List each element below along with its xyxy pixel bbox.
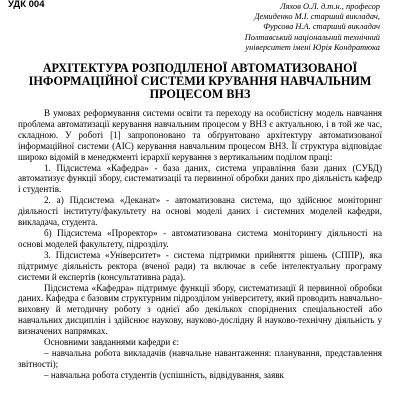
- affiliation-line: Полтавський національний технічний: [244, 32, 380, 42]
- paragraph: б) Підсистема «Проректор» - автоматизована система моніторингу діяльності на основі моделей факультету, підрозділу.: [18, 227, 382, 249]
- author-line: Демиденко М.І. старший викладач,: [254, 12, 380, 22]
- paragraph: В умовах реформування системи освіти та переходу на особистісну модель навчання проблема автоматизації керування навчальним процесом у ВНЗ є актуальною, і в той же час, складною. У роботі [1] запропоновано та обґрунтовано архітектуру автоматизованої інформаційної системи (АІС) керування навчальним процесом ВНЗ. Її структура відповідає широко відомій в менеджменті ієрархії керування з вертикальним поділом праці:: [18, 108, 382, 162]
- paragraph: 2. а) Підсистема «Деканат» - автоматизована система, що здійснює моніторинг діяльності інституту/факультету на основі моделі даних і системних моделей кафедри, викладача, студента.: [18, 195, 382, 228]
- affiliation-line: університет імені Юрія Кондратюка: [245, 42, 380, 52]
- paragraph: Підсистема «Кафедра» підтримує функції збору, систематизації й первинної обробки даних. Кафедра є базовим структурним підрозділом університету, який проводить навчально-виховну й методичну роботу з однієї або декількох споріднених спеціальностей або навчальних дисциплін і здійснює наукову, науково-дослідну й науково-технічну діяльність у визначених напрямках.: [18, 282, 382, 337]
- list-item: – навчальна робота викладачів (навчальне навантаження: планування, представлення звітності);: [18, 347, 382, 369]
- paragraph: Основними завданнями кафедри є:: [44, 337, 179, 348]
- list-item: – навчальна робота студентів (успішність, відвідування, заявк: [44, 369, 284, 380]
- paper-title: АРХІТЕКТУРА РОЗПОДІЛЕНОЇ АВТОМАТИЗОВАНОЇ ІНФОРМАЦІЙНОЇ СИСТЕМИ КРУВАННЯ НАВЧАЛЬНИМ ПРОЦЕСОМ ВНЗ: [28, 61, 372, 101]
- paragraph: 1. Підсистема «Кафедра» - база даних, система управління бази даних (СУБД) автоматизує функції збору, систематизації та первинної обробки даних про діяльність кафедр і студентів.: [18, 162, 382, 195]
- paper-body: [18, 108, 382, 381]
- udk-code: УДК 004: [8, 0, 45, 10]
- author-block: [245, 2, 380, 53]
- author-line: Фурсова Н.А. старший викладач: [263, 22, 380, 32]
- paragraph: 3. Підсистема «Університет» - система підтримки прийняття рішень (СППР), яка підтримує діяльність ректора (вченої ради) та включає в себе інтелектуальну програму системи й експертів (консультативна рада).: [18, 249, 382, 282]
- author-line: Ляхов О.Л. д.т.н., професор: [279, 2, 380, 11]
